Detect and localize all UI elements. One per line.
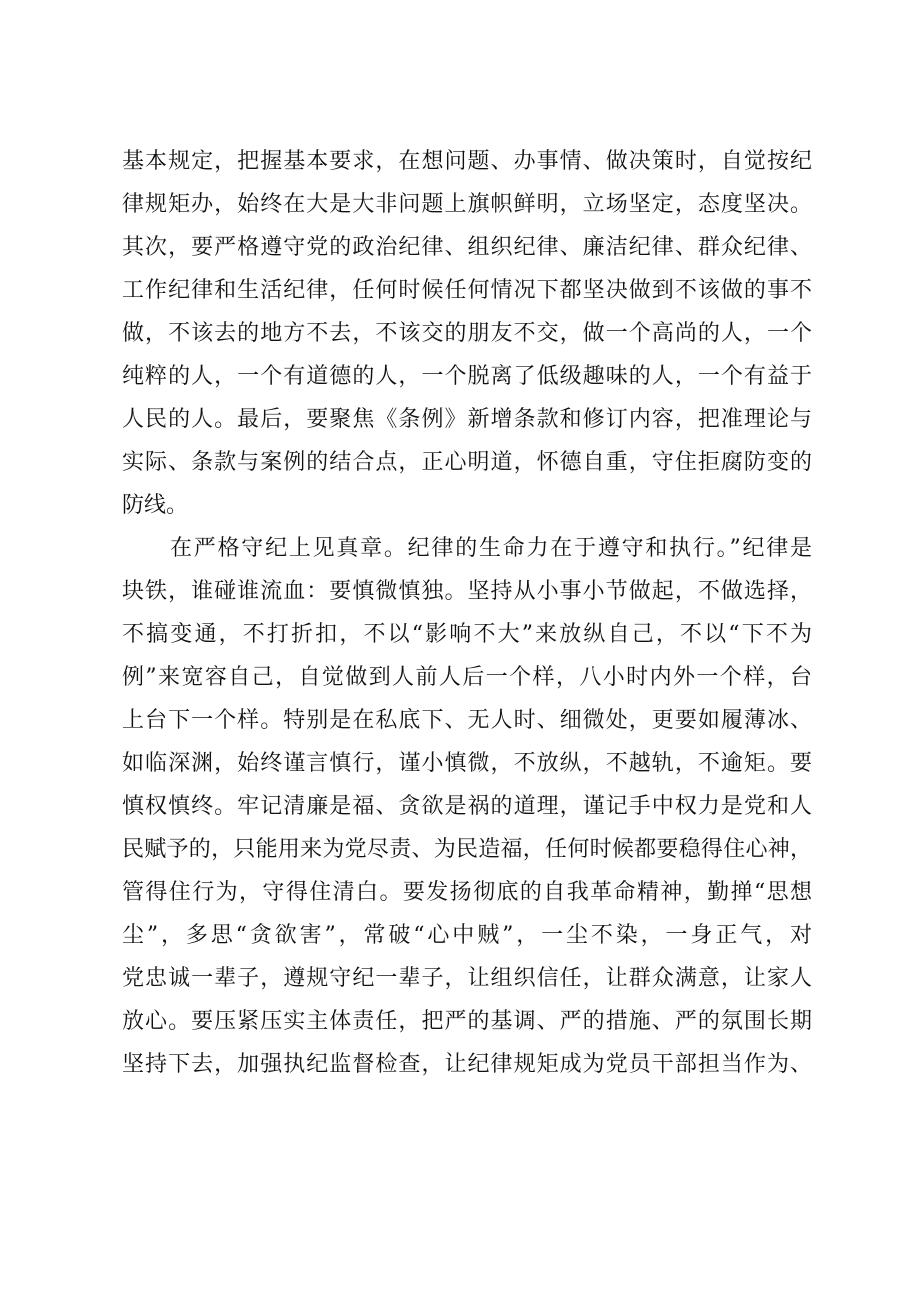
text-line: 如临深渊，始终谨言慎行，谨小慎微，不放纵，不越轨，不逾矩。要 <box>122 751 812 776</box>
document-body <box>122 140 812 1086</box>
text-line: 基本规定，把握基本要求，在想问题、办事情、做决策时，自觉按纪 <box>122 149 812 174</box>
text-line: 例”来宽容自己，自觉做到人前人后一个样，八小时内外一个样，台 <box>122 665 812 690</box>
text-line: 律规矩办，始终在大是大非问题上旗帜鲜明，立场坚定，态度坚决。 <box>122 192 812 217</box>
text-line: 在严格守纪上见真章。纪律的生命力在于遵守和执行。”纪律是 <box>170 536 812 561</box>
text-line: 不搞变通，不打折扣，不以“影响不大”来放纵自己，不以“下不为 <box>122 622 812 647</box>
text-line: 防线。 <box>122 493 189 518</box>
text-line: 坚持下去，加强执纪监督检查，让纪律规矩成为党员干部担当作为、 <box>122 1052 812 1077</box>
text-line: 放心。要压紧压实主体责任，把严的基调、严的措施、严的氛围长期 <box>122 1009 812 1034</box>
text-line: 人民的人。最后，要聚焦《条例》新增条款和修订内容，把准理论与 <box>122 407 812 432</box>
text-line: 工作纪律和生活纪律，任何时候任何情况下都坚决做到不该做的事不 <box>122 278 812 303</box>
paragraph-1 <box>122 140 812 527</box>
text-line: 上台下一个样。特别是在私底下、无人时、细微处，更要如履薄冰、 <box>122 708 812 733</box>
text-line: 民赋予的，只能用来为党尽责、为民造福，任何时候都要稳得住心神， <box>122 837 812 862</box>
text-line: 实际、条款与案例的结合点，正心明道，怀德自重，守住拒腐防变的 <box>122 450 812 475</box>
text-line: 慎权慎终。牢记清廉是福、贪欲是祸的道理，谨记手中权力是党和人 <box>122 794 812 819</box>
text-line: 党忠诚一辈子，遵规守纪一辈子，让组织信任，让群众满意，让家人 <box>122 966 812 991</box>
text-line: 块铁，谁碰谁流血：要慎微慎独。坚持从小事小节做起，不做选择， <box>122 579 812 604</box>
text-line: 尘”，多思“贪欲害”，常破“心中贼”，一尘不染，一身正气，对 <box>122 923 812 948</box>
text-line: 管得住行为，守得住清白。要发扬彻底的自我革命精神，勤掸“思想 <box>122 880 812 905</box>
text-line: 纯粹的人，一个有道德的人，一个脱离了低级趣味的人，一个有益于 <box>122 364 812 389</box>
paragraph-2 <box>122 527 812 1086</box>
text-line: 其次，要严格遵守党的政治纪律、组织纪律、廉洁纪律、群众纪律、 <box>122 235 812 260</box>
text-line: 做，不该去的地方不去，不该交的朋友不交，做一个高尚的人，一个 <box>122 321 812 346</box>
